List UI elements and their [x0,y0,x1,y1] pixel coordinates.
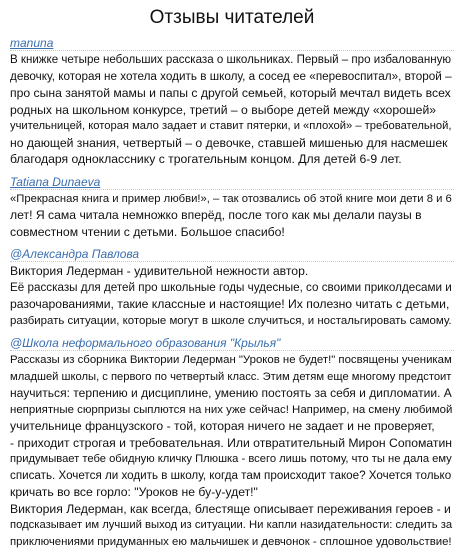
review-author-row [10,36,454,51]
review-line: учительнице французского - той, которая ничего не задает и не проверяет, [10,419,435,433]
review-text [10,52,454,168]
review-line: научиться: терпению и дисциплине, умению постоять за себя и дипломатии. А [10,386,452,400]
review-line: «Прекрасная книга и пример любви!», – так отозвались об этой книге мои дети 8 и 6 [10,192,452,205]
review-author-row [10,175,454,190]
review-1 [10,36,454,168]
review-line: лет! Я сама читала немножко вперёд, после того как мы делали паузы в [10,208,422,222]
review-line: Её рассказы для детей про школьные годы чудесные, со своими приколдесами и [10,280,452,294]
review-2 [10,175,454,241]
review-line: подсказывает им лучший выход из ситуации. Ни капли назидательности: следить за [10,519,453,531]
review-line: совместном чтении с детьми. Большое спасибо! [10,224,285,239]
review-divider [10,350,454,351]
review-line: Рассказы из сборника Виктории Ледерман "Уроков не будет!" посвящены ученикам [10,354,452,366]
review-line: списать. Хочется ли ходить в школу, когда там происходит такое? Хочется только [10,468,452,482]
review-author-link[interactable]: manuna [10,36,54,50]
review-divider [10,261,454,262]
review-author-row [10,336,454,351]
page-title: Отзывы читателей [149,7,315,28]
review-line: кричать во все горло: "Уроков не бу-у-удет!" [10,485,258,499]
review-line: разбирать ситуации, которые могут в школе случиться, и ностальгировать самому. [10,314,452,327]
review-line: младшей школы, с первого по четвертый класс. Этим детям еще многому предстоит [10,370,452,383]
review-line: девочку, которая не хотела ходить в школу, а сосед ее «перевоспитал», второй – [10,69,452,83]
review-line: родных на школьном конкурсе, третий – о выборе детей между «хорошей» [10,102,437,117]
review-divider [10,189,454,190]
review-line: неприятные сюрпризы сыплются на них уже сейчас! Например, на смену любимой [10,403,453,416]
review-divider [10,50,454,51]
review-4 [10,336,454,550]
review-author-row [10,247,454,262]
review-line: но дающей знания, четвертый – о девочке, ставшей мишенью для насмешек [10,135,448,150]
review-author-link[interactable]: @Александра Павлова [10,247,140,261]
review-text [10,352,454,550]
review-line: приключениями придуманных ею мальчишек и девчонок - сплошное удовольствие! [10,535,452,548]
review-line: Виктория Ледерман - удивительной нежности автор. [10,264,309,278]
review-line: Виктория Ледерман, как всегда, блестяще описывает переживания героев - и [10,501,451,516]
review-3 [10,247,454,329]
review-text [10,191,454,241]
review-author-link[interactable]: Tatiana Dunaeva [10,174,101,189]
review-line: придумывает тебе обидную кличку Плюшка - всего лишь потому, что ты не дала ему [10,453,452,465]
review-line: - приходит строгая и требовательная. Или отвратительный Мирон Сопоматин [10,435,452,450]
review-line: В книжке четыре небольших рассказа о школьниках. Первый – про избалованную [10,54,452,66]
review-line: учительницей, которая мало задает и ставит пятерки, и «плохой» – требовательной, [10,120,452,132]
review-text [10,263,454,329]
review-line: про сына занятой мамы и папы с другой семьей, который мечтал видеть всех [10,86,451,100]
review-line: благодаря однокласснику с трогательным концом. Для детей 6-9 лет. [10,152,402,166]
review-author-link[interactable]: @Школа неформального образования "Крылья" [10,336,281,350]
review-line: разочарованиями, такие классные и настоящие! Их полезно читать с детьми, [10,297,450,311]
